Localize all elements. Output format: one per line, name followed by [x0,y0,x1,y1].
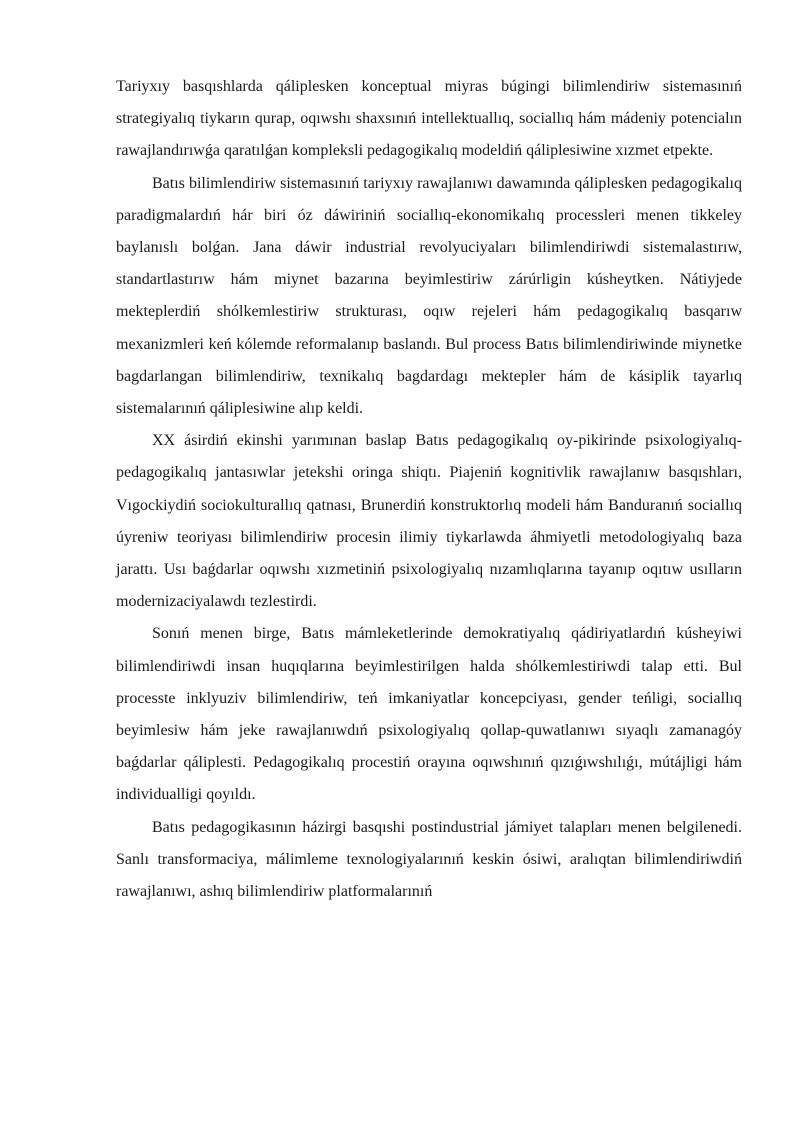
paragraph-2: Batıs bilimlendiriw sistemasınıń tariyxıy rawajlanıwı dawamında qáliplesken pedagogikalıq paradigmalardıń hár biri óz dáwiriniń sociallıq-ekonomikalıq processleri menen tikkeley baylanıslı bolǵan. Jana dáwir industrial revolyuciyaları bilimlendiriwdi sistemalastırıw, standartlastırıw hám miynet bazarına beyimlestiriw zárúrligin kúsheytken. Nátiyjede mekteplerdiń shólkemlestiriw strukturası, oqıw rejeleri hám pedagogikalıq basqarıw mexanizmleri keń kólemde reformalanıp baslandı. Bul process Batıs bilimlendiriwinde miynetke bagdarlangan bilimlendiriw, texnikalıq bagdardagı mektepler hám de kásiplik tayarlıq sistemalarınıń qáliplesiwine alıp keldi. [116,174,742,418]
paragraph-3: XX ásirdiń ekinshi yarımınan baslap Batıs pedagogikalıq oy-pikirinde psixologiyalıq-pedagogikalıq jantasıwlar jetekshi oringa shiqtı. Piajeniń kognitivlik rawajlanıw basqıshları, Vıgockiydiń sociokulturallıq qatnası, Brunerdiń konstruktorlıq modeli hám Banduranıń sociallıq úyreniw teoriyası bilimlendiriw procesin ilimiy tiykarlawda áhmiyetli metodologiyalıq baza jarattı. Usı baǵdarlar oqıwshı xızmetiniń psixologiyalıq nızamlıqlarına tayanıp oqıtıw usılların modernizaciyalawdı tezlestirdi. [116,432,742,611]
paragraph-4: Sonıń menen birge, Batıs mámleketlerinde demokratiyalıq qádiriyatlardıń kúsheyiwi bilimlendiriwdi insan huqıqlarına beyimlestirilgen halda shólkemlestiriwdi talap etti. Bul processte inklyuziv bilimlendiriw, teń imkaniyatlar koncepciyası, gender teńligi, sociallıq beyimlesiw hám jeke rawajlanıwdıń psixologiyalıq qollap-quwatlanıwı sıyaqlı zamanagóy baǵdarlar qáliplesti. Pedagogikalıq procestiń orayına oqıwshınıń qızıǵıwshılıǵı, mútájligi hám individualligi qoyıldı. [116,625,742,804]
paragraph-1: Tariyxıy basqıshlarda qáliplesken konceptual miyras búgingi bilimlendiriw sistemasınıń strategiyalıq tiykarın qurap, oqıwshı shaxsınıń intellektuallıq, sociallıq hám mádeniy potencialın rawajlandırıwǵa qaratılǵan kompleksli pedagogikalıq modeldiń qáliplesiwine xızmet etpekte. [116,78,742,160]
paragraph-5: Batıs pedagogikasının házirgi basqıshi postindustrial jámiyet talapları menen belgilenedi. Sanlı transformaciya, málimleme texnologiyalarınıń keskin ósiwi, aralıqtan bilimlendiriwdiń rawajlanıwı, ashıq bilimlendiriw platformalarınıń [116,818,742,901]
document-page [116,71,742,908]
